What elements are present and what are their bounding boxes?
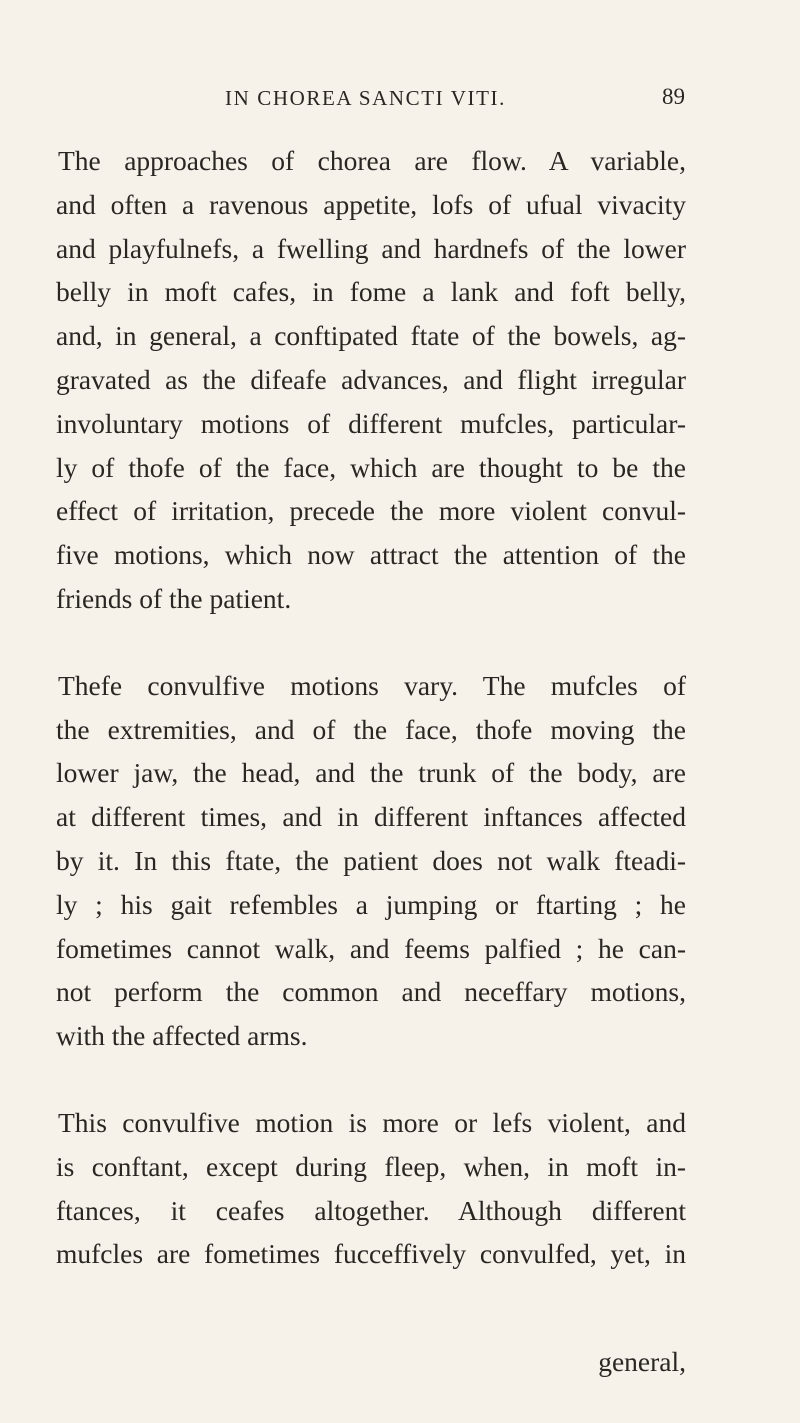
text-line: ftances, it ceafes altogether. Although different xyxy=(56,1194,686,1226)
text-line: involuntary motions of different mufcles, particular- xyxy=(56,407,686,439)
text-line: is conftant, except during fleep, when, in moft in- xyxy=(56,1150,686,1182)
page-header xyxy=(225,86,685,120)
text-line: The approaches of chorea are flow. A variable, xyxy=(58,145,686,176)
text-line: at different times, and in different inftances affected xyxy=(56,801,686,833)
paragraph-2 xyxy=(56,664,686,1058)
text-line: fometimes cannot walk, and feems palfied ; he can- xyxy=(56,932,686,964)
text-line: ly of thofe of the face, which are thought to be the xyxy=(56,451,686,483)
text-line: not perform the common and neceffary motions, xyxy=(56,976,686,1008)
text-line: and, in general, a conftipated ftate of the bowels, ag- xyxy=(56,320,686,352)
paragraph-1 xyxy=(56,139,686,621)
text-line: five motions, which now attract the attention of the xyxy=(56,539,686,571)
paragraph-3 xyxy=(56,1101,686,1276)
text-line: by it. In this ftate, the patient does not walk fteadi- xyxy=(56,844,686,876)
text-line: the extremities, and of the face, thofe moving the xyxy=(56,713,686,745)
text-line: belly in moft cafes, in fome a lank and foft belly, xyxy=(56,276,686,308)
text-line: mufcles are fometimes fucceffively convulfed, yet, in xyxy=(56,1238,686,1270)
catchword: general, xyxy=(598,1346,686,1377)
text-line: gravated as the difeafe advances, and flight irregular xyxy=(56,363,686,395)
text-line: ly ; his gait refembles a jumping or ftarting ; he xyxy=(56,888,686,920)
body-text xyxy=(56,139,686,1276)
text-line: friends of the patient. xyxy=(56,582,292,614)
text-line: This convulfive motion is more or lefs violent, and xyxy=(58,1106,686,1138)
running-title: IN CHOREA SANCTI VITI. xyxy=(225,86,506,110)
text-line: with the affected arms. xyxy=(56,1020,308,1052)
text-line: effect of irritation, precede the more violent convul- xyxy=(56,495,686,527)
text-line: and playfulnefs, a fwelling and hardnefs of the lower xyxy=(56,232,686,264)
text-line: lower jaw, the head, and the trunk of the body, are xyxy=(56,757,686,789)
text-line: and often a ravenous appetite, lofs of ufual vivacity xyxy=(56,188,686,220)
text-line: Thefe convulfive motions vary. The mufcles of xyxy=(58,669,686,701)
page-number: 89 xyxy=(662,84,685,109)
